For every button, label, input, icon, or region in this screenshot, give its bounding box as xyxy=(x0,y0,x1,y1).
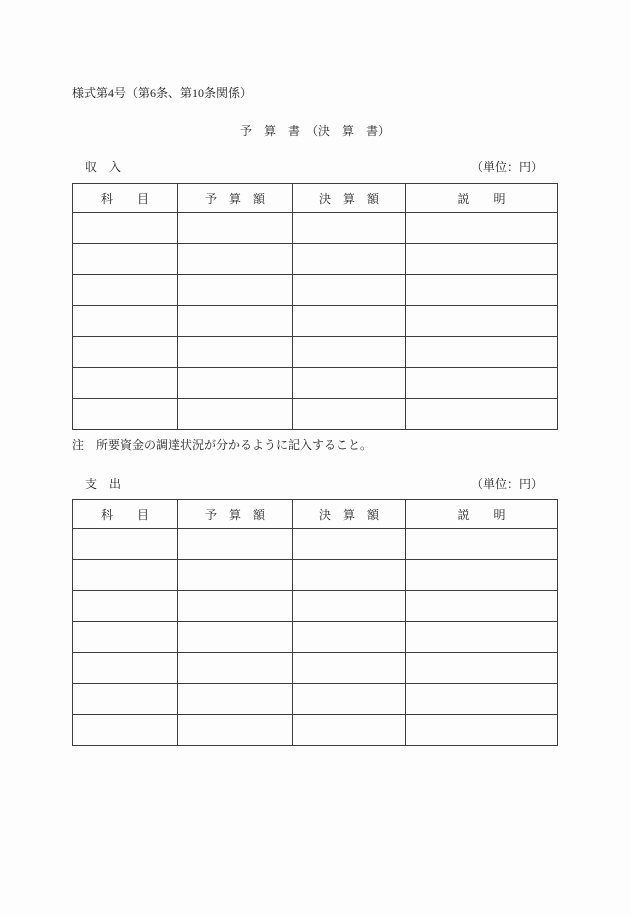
table-cell xyxy=(406,399,558,430)
table-cell xyxy=(73,244,178,275)
table-row xyxy=(73,368,558,399)
table-cell xyxy=(406,715,558,746)
table-row xyxy=(73,622,558,653)
table-cell xyxy=(293,337,406,368)
income-table-body xyxy=(73,213,558,430)
table-row xyxy=(73,306,558,337)
table-cell xyxy=(178,368,293,399)
table-cell xyxy=(406,653,558,684)
table-row xyxy=(73,653,558,684)
table-cell xyxy=(406,244,558,275)
table-row xyxy=(73,275,558,306)
table-row xyxy=(73,244,558,275)
table-cell xyxy=(293,399,406,430)
table-cell xyxy=(406,306,558,337)
column-header-item: 科 目 xyxy=(73,184,178,213)
table-row xyxy=(73,684,558,715)
table-cell xyxy=(73,306,178,337)
table-cell xyxy=(293,244,406,275)
table-cell xyxy=(73,715,178,746)
table-cell xyxy=(73,275,178,306)
income-unit-label: （単位：円） xyxy=(470,160,543,174)
table-cell xyxy=(73,213,178,244)
table-cell xyxy=(178,306,293,337)
table-cell xyxy=(406,684,558,715)
column-header-description: 説 明 xyxy=(406,500,558,529)
page-title: 予 算 書 （決 算 書） xyxy=(239,124,390,138)
table-cell xyxy=(293,560,406,591)
table-cell xyxy=(406,368,558,399)
table-cell xyxy=(73,337,178,368)
table-cell xyxy=(406,275,558,306)
expenditure-section-label: 支 出 xyxy=(85,477,122,491)
table-cell xyxy=(73,684,178,715)
table-cell xyxy=(178,684,293,715)
expenditure-unit-label: （単位：円） xyxy=(470,477,543,491)
table-cell xyxy=(293,529,406,560)
column-header-budget-amount: 予 算 額 xyxy=(178,500,293,529)
table-cell xyxy=(178,529,293,560)
table-cell xyxy=(293,213,406,244)
table-cell xyxy=(178,337,293,368)
table-cell xyxy=(406,529,558,560)
table-cell xyxy=(73,653,178,684)
table-cell xyxy=(178,622,293,653)
table-row xyxy=(73,337,558,368)
column-header-settlement-amount: 決 算 額 xyxy=(293,500,406,529)
table-cell xyxy=(73,368,178,399)
table-row xyxy=(73,213,558,244)
table-cell xyxy=(73,622,178,653)
table-cell xyxy=(293,715,406,746)
table-cell xyxy=(293,653,406,684)
table-cell xyxy=(73,560,178,591)
income-table xyxy=(72,183,558,430)
income-section-label: 収 入 xyxy=(85,160,122,174)
form-number: 様式第4号（第6条、第10条関係） xyxy=(72,86,253,100)
table-row xyxy=(73,715,558,746)
table-cell xyxy=(178,244,293,275)
table-cell xyxy=(178,560,293,591)
table-cell xyxy=(406,591,558,622)
table-cell xyxy=(293,368,406,399)
note-text: 注 所要資金の調達状況が分かるように記入すること。 xyxy=(72,438,373,452)
table-cell xyxy=(73,591,178,622)
table-row xyxy=(73,529,558,560)
table-cell xyxy=(178,275,293,306)
table-cell xyxy=(406,560,558,591)
table-cell xyxy=(293,684,406,715)
table-cell xyxy=(406,622,558,653)
table-cell xyxy=(178,591,293,622)
table-cell xyxy=(293,591,406,622)
column-header-settlement-amount: 決 算 額 xyxy=(293,184,406,213)
table-row xyxy=(73,399,558,430)
table-cell xyxy=(73,399,178,430)
column-header-item: 科 目 xyxy=(73,500,178,529)
table-cell xyxy=(293,275,406,306)
table-cell xyxy=(406,213,558,244)
table-cell xyxy=(178,399,293,430)
column-header-description: 説 明 xyxy=(406,184,558,213)
table-row xyxy=(73,591,558,622)
column-header-budget-amount: 予 算 額 xyxy=(178,184,293,213)
table-cell xyxy=(178,715,293,746)
table-cell xyxy=(178,213,293,244)
table-cell xyxy=(293,622,406,653)
table-cell xyxy=(293,306,406,337)
income-table-header-row xyxy=(73,184,558,213)
expenditure-table-body xyxy=(73,529,558,746)
expenditure-table xyxy=(72,499,558,746)
expenditure-table-header-row xyxy=(73,500,558,529)
table-cell xyxy=(406,337,558,368)
table-cell xyxy=(73,529,178,560)
table-row xyxy=(73,560,558,591)
table-cell xyxy=(178,653,293,684)
